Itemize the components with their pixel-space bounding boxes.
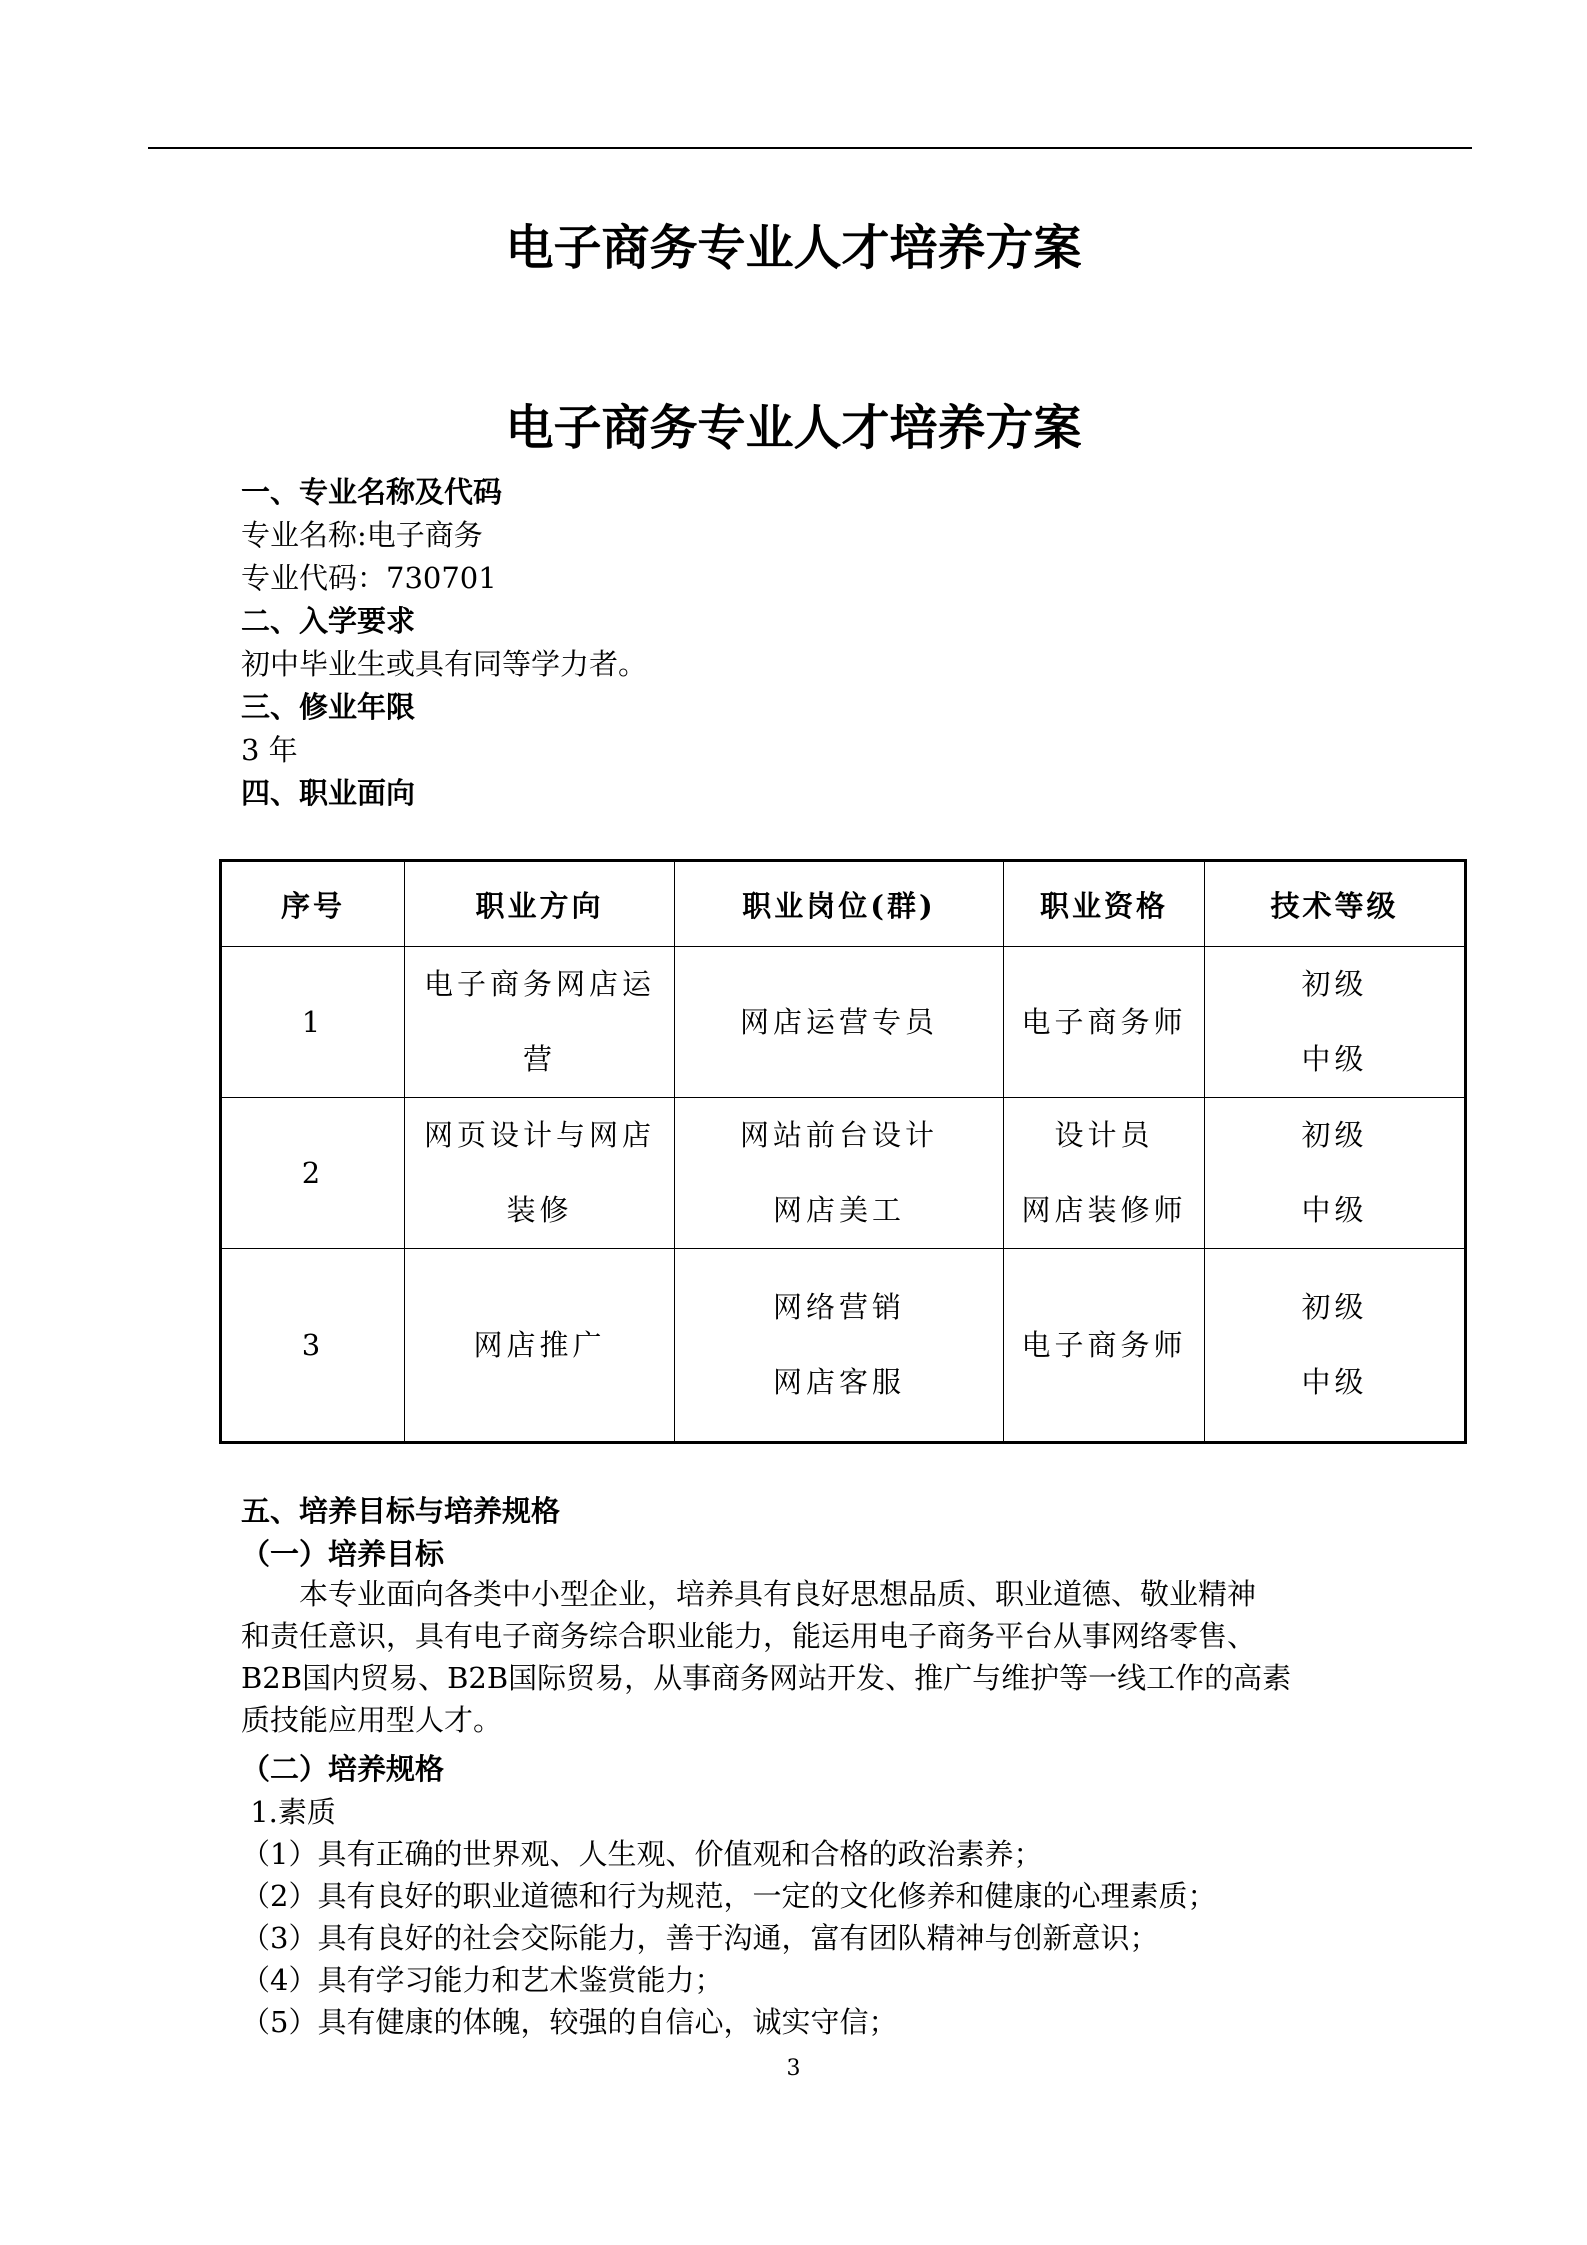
list-item: （1）具有正确的世界观、人生观、价值观和合格的政治素养； (241, 1837, 1043, 1871)
cell-line: 电子商务师 (1021, 1327, 1187, 1362)
cell-line: 网店推广 (473, 1327, 606, 1362)
cell-line: 中级 (1301, 1193, 1368, 1227)
row-direction (405, 1249, 675, 1443)
section-2-heading: 二、入学要求 (241, 604, 416, 638)
career-table (219, 859, 1467, 1444)
goal-heading: （一）培养目标 (241, 1537, 445, 1571)
paragraph-line: 本专业面向各类中小型企业，培养具有良好思想品质、职业道德、敬业精神 (241, 1577, 1257, 1611)
paragraph-line: 和责任意识，具有电子商务综合职业能力，能运用电子商务平台从事网络零售、 (241, 1619, 1257, 1653)
row-no: 2 (221, 1098, 405, 1249)
cell-line: 营 (522, 1042, 556, 1076)
cell-line: 设计员 (1054, 1118, 1154, 1152)
cell-line: 中级 (1301, 1042, 1368, 1076)
row-qualification (1004, 1249, 1205, 1443)
study-duration: 3 年 (241, 733, 298, 767)
section-4-heading: 四、职业面向 (241, 776, 416, 810)
goal-paragraph (241, 1573, 1361, 1741)
header-direction: 职业方向 (405, 861, 675, 947)
cell-line: 网店美工 (772, 1193, 905, 1227)
header-title: 电子商务专业人才培养方案 (505, 220, 1082, 276)
page-number: 3 (786, 2056, 801, 2081)
list-item: （5）具有健康的体魄，较强的自信心，诚实守信； (241, 2005, 898, 2039)
cell-line: 网店装修师 (1021, 1193, 1187, 1227)
row-no: 1 (221, 947, 405, 1098)
cell-line: 电子商务网店运 (423, 967, 655, 1001)
row-posts (675, 947, 1004, 1098)
major-code: 专业代码：730701 (241, 561, 497, 595)
section-1-heading: 一、专业名称及代码 (241, 475, 503, 509)
cell-line: 网店运营专员 (739, 1004, 938, 1039)
cell-line: 装修 (506, 1193, 573, 1227)
row-direction (405, 1098, 675, 1249)
table-header-row (221, 861, 1466, 947)
header-no: 序号 (221, 861, 405, 947)
row-posts (675, 1249, 1004, 1443)
spec-heading: （二）培养规格 (241, 1752, 445, 1786)
cell-line: 网页设计与网店 (423, 1118, 655, 1152)
list-item: （4）具有学习能力和艺术鉴赏能力； (241, 1963, 724, 1997)
admission-requirement: 初中毕业生或具有同等学力者。 (241, 647, 648, 681)
cell-line: 初级 (1301, 1290, 1368, 1324)
table-row (221, 1249, 1466, 1443)
quality-list (241, 1833, 1361, 2043)
header-qualification: 职业资格 (1004, 861, 1205, 947)
paragraph-line: 质技能应用型人才。 (241, 1703, 503, 1737)
row-level (1205, 1098, 1466, 1249)
cell-line: 初级 (1301, 1118, 1368, 1152)
list-item: （2）具有良好的职业道德和行为规范，一定的文化修养和健康的心理素质； (241, 1879, 1217, 1913)
cell-line: 电子商务师 (1021, 1004, 1187, 1039)
row-qualification (1004, 947, 1205, 1098)
row-posts (675, 1098, 1004, 1249)
cell-line: 网店客服 (772, 1365, 905, 1399)
header-rule (148, 147, 1472, 149)
cell-line: 网络营销 (772, 1290, 905, 1324)
cell-line: 初级 (1301, 967, 1368, 1001)
section-3-heading: 三、修业年限 (241, 690, 416, 724)
header-level: 技术等级 (1205, 861, 1466, 947)
document-title: 电子商务专业人才培养方案 (505, 400, 1082, 456)
quality-heading: 1.素质 (241, 1795, 336, 1829)
row-level (1205, 947, 1466, 1098)
table-row (221, 1098, 1466, 1249)
row-direction (405, 947, 675, 1098)
cell-line: 中级 (1301, 1365, 1368, 1399)
major-name: 专业名称:电子商务 (241, 518, 483, 552)
section-5-heading: 五、培养目标与培养规格 (241, 1494, 561, 1528)
row-qualification (1004, 1098, 1205, 1249)
header-posts: 职业岗位(群) (675, 861, 1004, 947)
cell-line: 网站前台设计 (739, 1118, 938, 1152)
paragraph-line: B2B国内贸易、B2B国际贸易，从事商务网站开发、推广与维护等一线工作的高素 (241, 1661, 1292, 1695)
row-no: 3 (221, 1249, 405, 1443)
table-row (221, 947, 1466, 1098)
list-item: （3）具有良好的社会交际能力，善于沟通，富有团队精神与创新意识； (241, 1921, 1159, 1955)
row-level (1205, 1249, 1466, 1443)
